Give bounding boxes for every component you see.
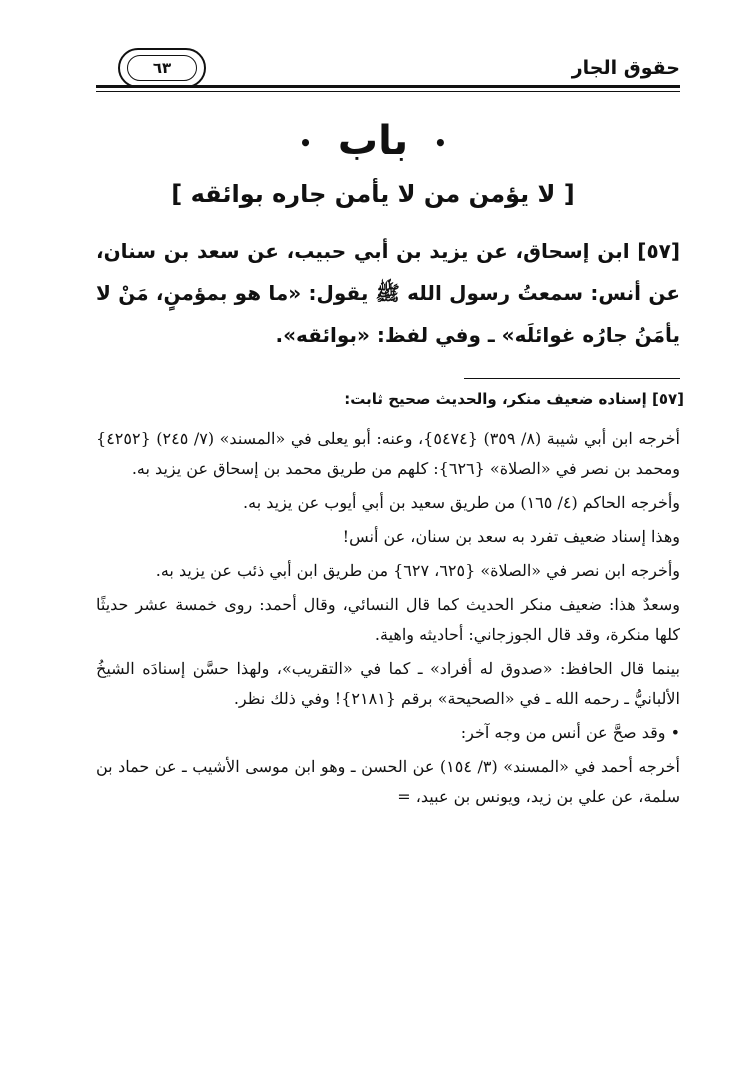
footnote-paragraph: أخرجه أحمد في «المسند» (٣/ ١٥٤) عن الحسن ـ وهو ابن موسى الأشيب ـ عن حماد بن سلمة، عن علي بن زيد، ويونس بن عبيد، =	[96, 757, 680, 806]
chapter-subtitle: [ لا يؤمن من لا يأمن جاره بوائقه ]	[171, 180, 575, 208]
bullet-dot-icon: •	[299, 131, 312, 155]
footnote-paragraph: وأخرجه ابن نصر في «الصلاة» {٦٢٥، ٦٢٧} من طريق ابن أبي ذئب عن يزيد به.	[155, 561, 680, 580]
bullet-dot-icon: •	[670, 723, 680, 742]
footnote-paragraph: وأخرجه الحاكم (٤/ ١٦٥) من طريق سعيد بن أبي أيوب عن يزيد به.	[243, 493, 680, 512]
page-number: ٦٣	[127, 55, 197, 81]
header-rule	[96, 85, 680, 88]
running-title: حقوق الجار	[571, 57, 680, 79]
footnote-paragraph: وهذا إسناد ضعيف تفرد به سعد بن سنان، عن أنس!	[342, 527, 680, 546]
footnote-paragraph-text: وقد صحَّ عن أنس من وجه آخر:	[460, 723, 666, 742]
chapter-heading	[0, 118, 746, 164]
page-number-badge	[118, 48, 206, 88]
bullet-dot-icon: •	[434, 131, 447, 155]
footnote-paragraph: بينما قال الحافظ: «صدوق له أفراد» ـ كما في «التقريب»، ولهذا حسَّن إسنادَه الشيخُ الألبانيُّ ـ رحمه الله ـ في «الصحيحة» برقم {٢١٨١}! وفي ذلك نظر.	[96, 659, 681, 708]
footnote-body	[96, 424, 680, 816]
footnote-paragraph	[96, 718, 680, 748]
header-rule-thin	[96, 91, 680, 92]
footnote-heading: [٥٧] إسناده ضعيف منكر، والحديث صحيح ثابت:	[344, 390, 684, 408]
footnote-paragraph: وسعدٌ هذا: ضعيف منكر الحديث كما قال النسائي، وقال أحمد: روى خمسة عشر حديثًا كلها منكرة، وقد قال الجوزجاني: أحاديثه واهية.	[96, 595, 680, 644]
hadith-text: [٥٧] ابن إسحاق، عن يزيد بن أبي حبيب، عن سعد بن سنان، عن أنس: سمعتُ رسول الله ﷺ يقول: «ما هو بمؤمنٍ، مَنْ لا يأمَنُ جارُه غوائلَه» ـ وفي لفظ: «بوائقه».	[96, 239, 680, 347]
footnote-separator	[464, 378, 680, 379]
footnote-paragraph: أخرجه ابن أبي شيبة (٨/ ٣٥٩) {٥٤٧٤}، وعنه: أبو يعلى في «المسند» (٧/ ٢٤٥) {٤٢٥٢} ومحمد بن نصر في «الصلاة» {٦٢٦}: كلهم من طريق محمد بن إسحاق عن يزيد به.	[96, 429, 680, 478]
chapter-title: باب	[337, 118, 409, 164]
